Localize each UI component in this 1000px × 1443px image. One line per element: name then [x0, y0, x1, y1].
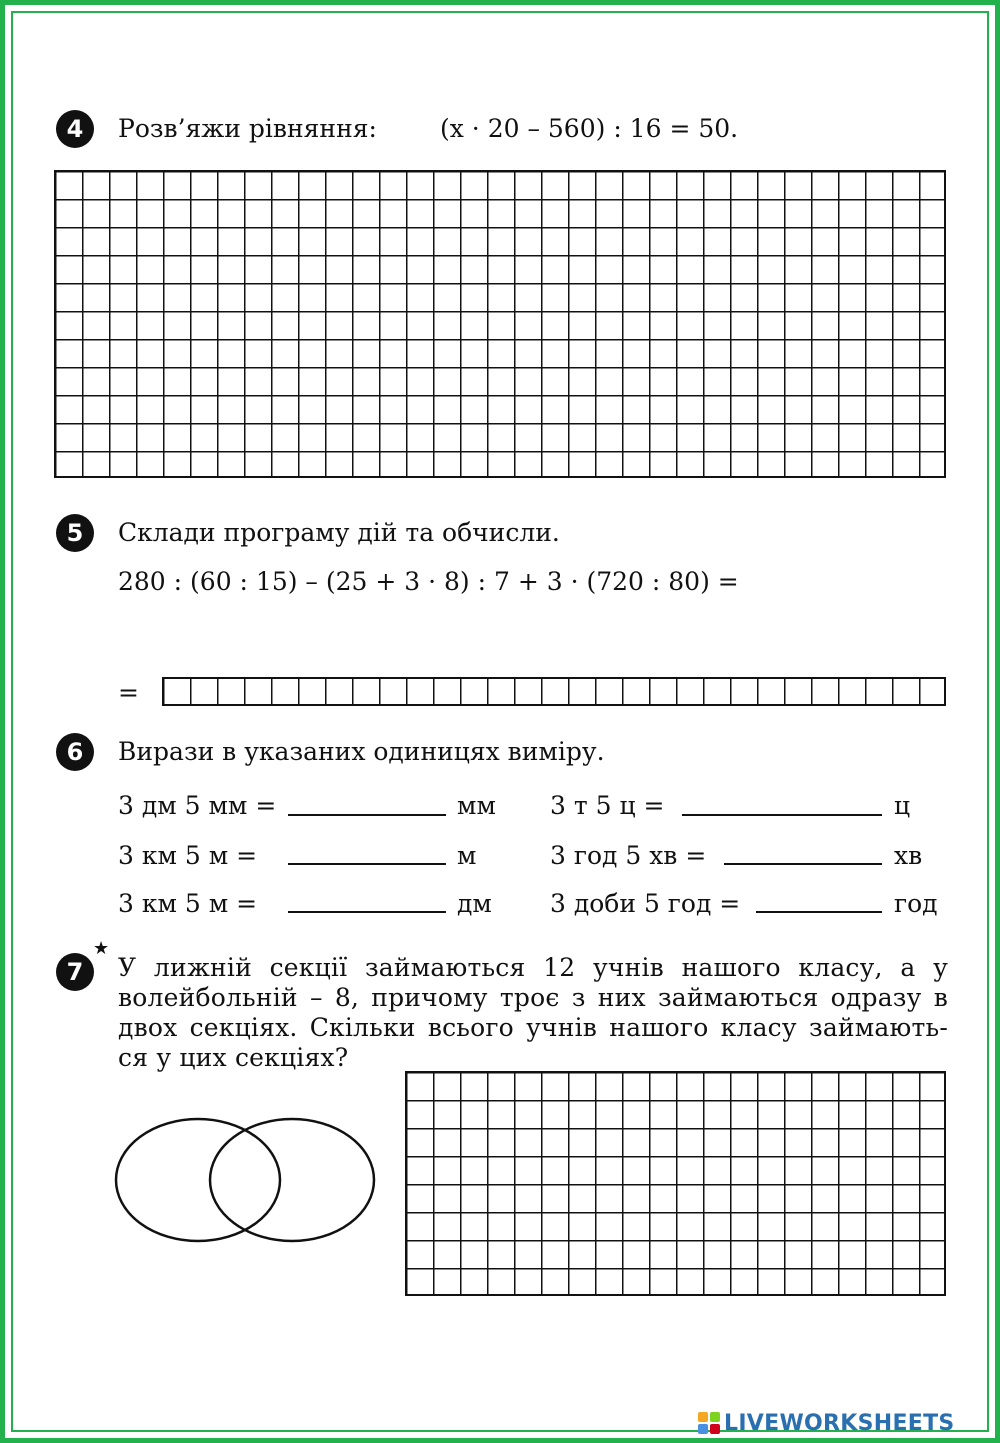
task-6-row-1-right-blank[interactable] — [682, 814, 882, 816]
task-5-prompt: Склади програму дій та обчисли. — [118, 518, 560, 547]
task-6-row-1-left-blank[interactable] — [288, 814, 446, 816]
task-5-answer-cells[interactable] — [162, 677, 946, 706]
task-4-equation: (x · 20 – 560) : 16 = 50. — [440, 114, 739, 143]
venn-diagram — [110, 1110, 382, 1250]
task-6-row-2-right-unit: хв — [894, 841, 923, 870]
task-4-prompt: Розв’яжи рівняння: — [118, 114, 377, 143]
task-6-row-1-right-expression: 3 т 5 ц = — [550, 791, 665, 820]
task-7-line-2: волейбольній – 8, причому троє з них займаються одразу в — [118, 983, 948, 1012]
task-7-star-icon: ★ — [93, 938, 110, 959]
task-4-number-badge: 4 — [56, 110, 94, 148]
task-6-row-2-left-blank[interactable] — [288, 863, 446, 865]
task-6-row-3-right-unit: год — [894, 889, 938, 918]
task-7-problem-text — [118, 953, 948, 1073]
task-5-number-badge: 5 — [56, 514, 94, 552]
task-6-row-2-left-unit: м — [457, 841, 477, 870]
task-6-number-badge: 6 — [56, 733, 94, 771]
venn-circle-right — [210, 1119, 374, 1241]
task-7-number-badge: 7 — [56, 953, 94, 991]
venn-circle-left — [116, 1119, 280, 1241]
task-6-row-2-left-expression: 3 км 5 м = — [118, 841, 258, 870]
task-7-answer-grid[interactable] — [405, 1071, 946, 1296]
liveworksheets-logo — [698, 1410, 955, 1436]
task-7-line-4: ся у цих секціях? — [118, 1043, 349, 1072]
task-6-prompt: Вирази в указаних одиницях виміру. — [118, 737, 605, 766]
task-7-line-3: двох секціях. Скільки всього учнів нашого класу займають- — [118, 1013, 948, 1042]
task-6-row-3-right-blank[interactable] — [756, 911, 882, 913]
task-6-row-1-left-expression: 3 дм 5 мм = — [118, 791, 277, 820]
task-6-row-2-right-expression: 3 год 5 хв = — [550, 841, 707, 870]
task-6-row-1-left-unit: мм — [457, 791, 496, 820]
task-5-equals-sign: = — [118, 678, 139, 707]
task-5-expression: 280 : (60 : 15) – (25 + 3 · 8) : 7 + 3 · (720 : 80) = — [118, 567, 739, 596]
task-6-row-3-right-expression: 3 доби 5 год = — [550, 889, 741, 918]
task-6-row-3-left-blank[interactable] — [288, 911, 446, 913]
liveworksheets-logo-text: LIVEWORKSHEETS — [724, 1410, 955, 1436]
task-4-answer-grid[interactable] — [54, 170, 946, 478]
task-7-line-1: У лижній секції займаються 12 учнів нашого класу, а у — [118, 953, 948, 982]
liveworksheets-logo-icon — [698, 1412, 720, 1434]
task-6-row-2-right-blank[interactable] — [724, 863, 882, 865]
task-6-row-1-right-unit: ц — [894, 791, 911, 820]
task-6-row-3-left-expression: 3 км 5 м = — [118, 889, 258, 918]
task-6-row-3-left-unit: дм — [457, 889, 492, 918]
